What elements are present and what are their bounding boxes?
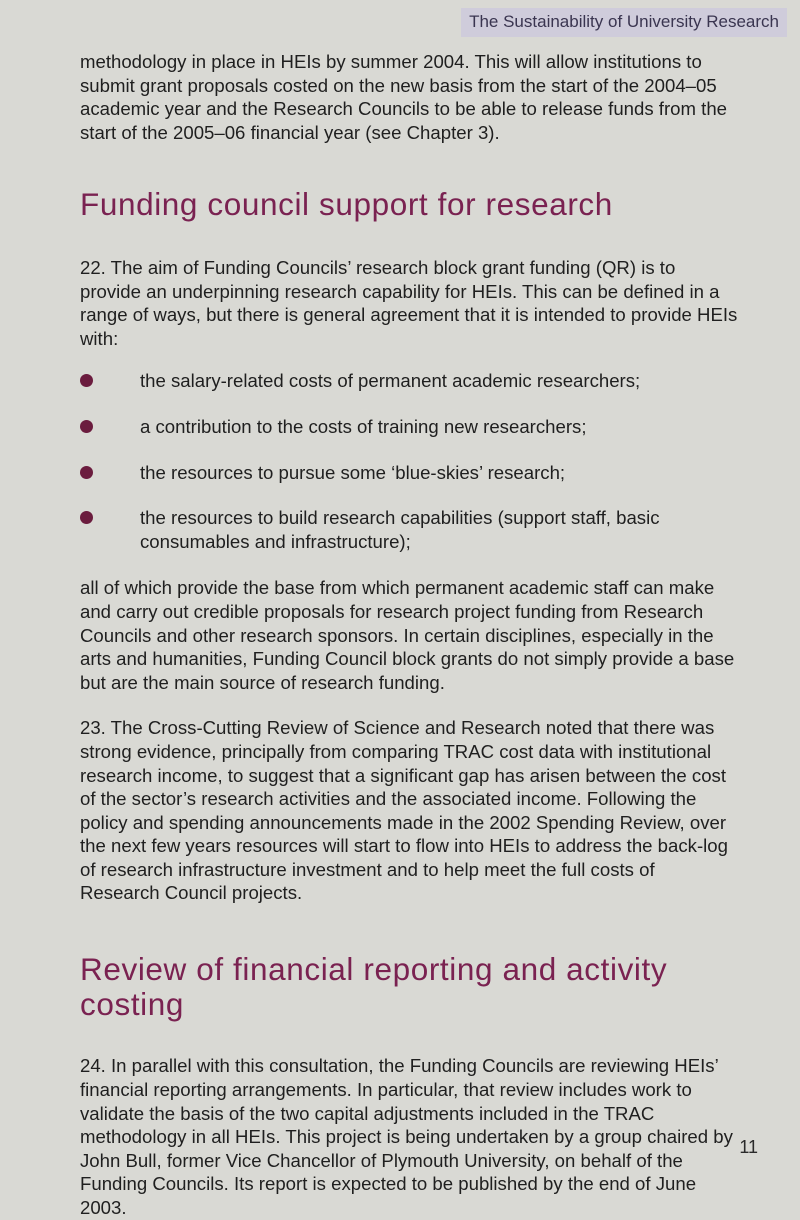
paragraph-23: 23. The Cross-Cutting Review of Science and Research noted that there was strong evidence, principally from comparing TRAC cost data with institutional research income, to suggest that a significant gap has arisen between the cost of the sector’s research activities and the associated income. Following the policy and spending announcements made in the 2002 Spending Review, over the next few years resources will start to flow into HEIs to address the back-log of research infrastructure investment and to help meet the full costs of Research Council projects. <box>80 717 728 904</box>
paragraph-after-list: all of which provide the base from which permanent academic staff can make and carry out credible proposals for research project funding from Research Councils and other research sponsors. In certain disciplines, especially in the arts and humanities, Funding Council block grants do not simply provide a base but are the main source of research funding. <box>80 577 735 693</box>
page-number: 11 <box>739 1137 758 1157</box>
paragraph-22: 22. The aim of Funding Councils’ research block grant funding (QR) is to provide an underpinning research capability for HEIs. This can be defined in a range of ways, but there is general agreement that it is intended to provide HEIs with: <box>80 257 738 349</box>
intro-paragraph: methodology in place in HEIs by summer 2004. This will allow institutions to submit grant proposals costed on the new basis from the start of the 2004–05 academic year and the Research Councils to be able to release funds from the start of the 2005–06 financial year (see Chapter 3). <box>80 51 728 143</box>
list-item <box>80 461 738 485</box>
bullet-list <box>80 369 738 553</box>
list-item-text: the salary-related costs of permanent academic researchers; <box>140 370 641 392</box>
section-heading-funding: Funding council support for research <box>80 186 613 223</box>
page-content <box>80 50 738 1220</box>
section-heading-review: Review of financial reporting and activity costing <box>80 951 668 1022</box>
list-item <box>80 415 738 439</box>
bullet-icon <box>80 374 93 387</box>
list-item-text: a contribution to the costs of training new researchers; <box>140 415 587 437</box>
list-item <box>80 506 738 553</box>
bullet-icon <box>80 420 93 433</box>
paragraph-24: 24. In parallel with this consultation, the Funding Councils are reviewing HEIs’ financial reporting arrangements. In particular, that review includes work to validate the basis of the two capital adjustments included in the TRAC methodology in all HEIs. This project is being undertaken by a group chaired by John Bull, former Vice Chancellor of Plymouth University, on behalf of the Funding Councils. Its report is expected to be published by the end of June 2003. <box>80 1055 733 1218</box>
running-header: The Sustainability of University Research <box>461 8 787 37</box>
bullet-icon <box>80 466 93 479</box>
list-item-text: the resources to build research capabilities (support staff, basic consumables and infrastructure); <box>140 507 660 552</box>
list-item-text: the resources to pursue some ‘blue-skies’ research; <box>140 461 566 483</box>
bullet-icon <box>80 511 93 524</box>
list-item <box>80 369 738 393</box>
